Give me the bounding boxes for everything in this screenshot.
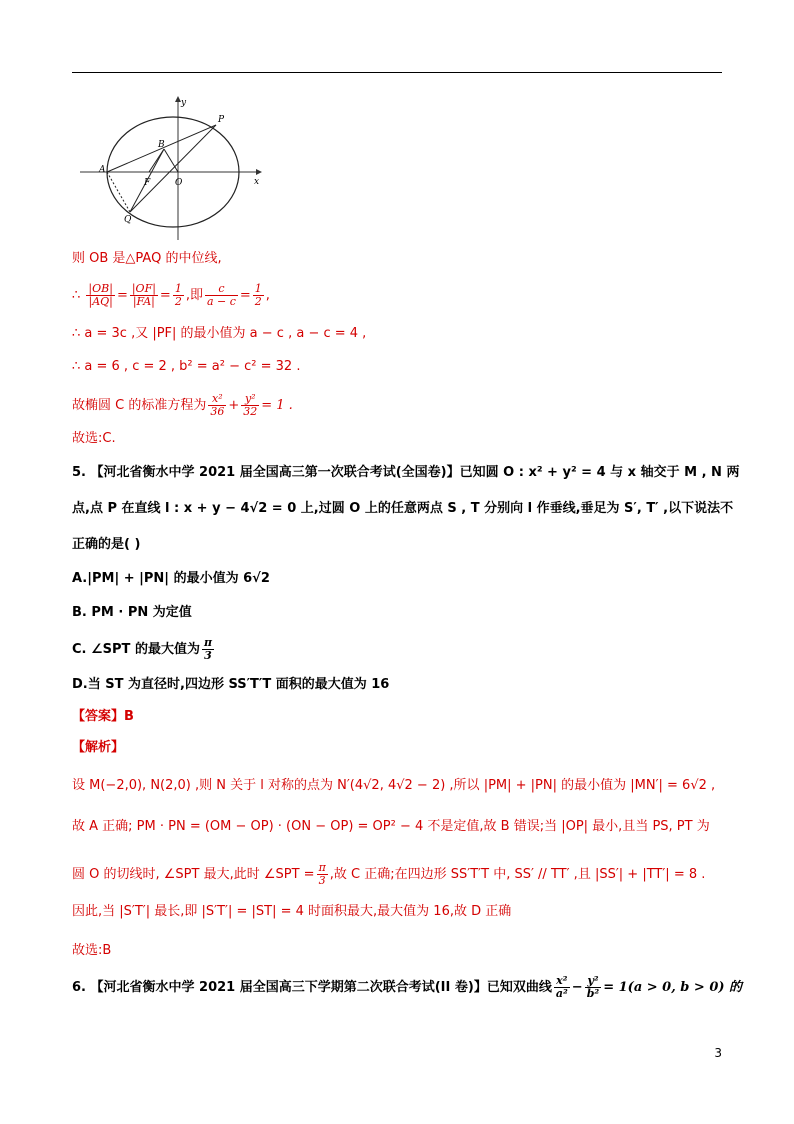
fraction-denominator: 3 xyxy=(204,649,212,662)
analysis-heading: 【解析】 xyxy=(72,740,125,755)
fraction-numerator: π xyxy=(318,861,326,874)
label-x: x xyxy=(254,177,260,187)
fraction-x2-a2 xyxy=(554,975,570,1000)
solution-line-3: ∴ a = 3c ,又 |PF| 的最小值为 a − c , a − c = 4 , xyxy=(72,326,367,341)
label-F: F xyxy=(144,178,151,188)
plus: + xyxy=(228,398,240,413)
ellipse-figure xyxy=(78,92,268,242)
minus: − xyxy=(571,980,583,995)
fraction-y2-b2 xyxy=(585,975,602,1000)
therefore-symbol: ∴ xyxy=(72,288,81,303)
fraction-denominator: 2 xyxy=(174,295,182,308)
equation-intro: 故椭圆 C 的标准方程为 xyxy=(72,398,207,413)
analysis-line-3-start: 圆 O 的切线时, ∠SPT 最大,此时 ∠SPT = xyxy=(72,867,315,882)
question-5-line-2: 点,点 P 在直线 l : x + y − 4√2 = 0 上,过圆 O 上的任意两点 S , T 分别向 l 作垂线,垂足为 S′, T′ ,以下说法不 xyxy=(72,501,734,516)
question-6-line-1 xyxy=(72,975,742,1000)
fraction-numerator: π xyxy=(203,636,213,649)
option-c xyxy=(72,637,216,662)
segment-AQ xyxy=(107,172,130,212)
fraction-denominator: b² xyxy=(586,987,600,1000)
fraction-c-over-a-minus-c xyxy=(205,283,238,308)
fraction-numerator: 1 xyxy=(174,282,182,295)
fraction-numerator: y² xyxy=(241,393,259,406)
label-O: O xyxy=(175,178,183,188)
comma: , xyxy=(265,288,270,303)
question-6-text: 6. 【河北省衡水中学 2021 届全国高三下学期第二次联合考试(II 卷)】已知双曲线 xyxy=(72,980,552,995)
analysis-line-3 xyxy=(72,862,705,887)
fraction-numerator: |OF| xyxy=(131,282,156,295)
fraction-denominator: 2 xyxy=(254,295,262,308)
fraction-denominator: |FA| xyxy=(132,295,155,308)
solution-line-4: ∴ a = 6 , c = 2 , b² = a² − c² = 32 . xyxy=(72,359,301,374)
fraction-denominator: a − c xyxy=(206,295,236,308)
fraction-numerator: |OB| xyxy=(88,282,113,295)
fraction-half xyxy=(173,283,184,308)
solution-choice: 故选:C. xyxy=(72,431,116,446)
connector-text: ,即 xyxy=(185,288,203,303)
x-axis-arrow xyxy=(256,169,262,175)
option-b: B. PM · PN 为定值 xyxy=(72,605,192,620)
equation-end: = 1 . xyxy=(261,398,293,413)
fraction-y2-32 xyxy=(241,393,259,418)
option-c-text: C. ∠SPT 的最大值为 xyxy=(72,642,200,657)
analysis-choice: 故选:B xyxy=(72,943,112,958)
analysis-line-3-end: ,故 C 正确;在四边形 SS′T′T 中, SS′ // TT′ ,且 |SS′| + |TT′| = 8 . xyxy=(329,867,706,882)
page-number: 3 xyxy=(714,1046,722,1060)
option-a: A.|PM| + |PN| 的最小值为 6√2 xyxy=(72,571,270,586)
hyperbola-condition: = 1(a > 0, b > 0) 的 xyxy=(603,980,743,995)
analysis-line-2: 故 A 正确; PM · PN = (OM − OP) · (ON − OP) = OP² − 4 不是定值,故 B 错误;当 |OP| 最小,且当 PS, PT 为 xyxy=(72,819,710,834)
label-B: B xyxy=(158,140,165,150)
fraction-half-2 xyxy=(253,283,264,308)
solution-line-2 xyxy=(72,283,270,308)
equals: = xyxy=(159,288,171,303)
analysis-line-4: 因此,当 |S′T′| 最长,即 |S′T′| = |ST| = 4 时面积最大,最大值为 16,故 D 正确 xyxy=(72,904,512,919)
fraction-x2-36 xyxy=(208,393,226,418)
equals: = xyxy=(239,288,251,303)
fraction-denominator: |AQ| xyxy=(88,295,113,308)
fraction-numerator: x² xyxy=(208,393,226,406)
label-A: A xyxy=(99,165,106,175)
fraction-pi-3-analysis xyxy=(317,862,328,887)
header-rule xyxy=(72,72,722,73)
fraction-denominator: 32 xyxy=(243,405,258,418)
fraction-denominator: 36 xyxy=(210,405,225,418)
solution-line-5 xyxy=(72,393,293,418)
solution-line-1: 则 OB 是△PAQ 的中位线, xyxy=(72,251,222,266)
fraction-denominator: a² xyxy=(555,987,568,1000)
label-Q: Q xyxy=(124,215,132,225)
fraction-numerator: y² xyxy=(585,975,602,988)
fraction-ob-aq xyxy=(86,283,115,308)
segment-BO xyxy=(164,149,178,172)
fraction-pi-3 xyxy=(202,637,214,662)
fraction-numerator: c xyxy=(205,283,238,296)
analysis-line-1: 设 M(−2,0), N(2,0) ,则 N 关于 l 对称的点为 N′(4√2, 4√2 − 2) ,所以 |PM| + |PN| 的最小值为 |MN′| = 6√2 , xyxy=(72,778,716,793)
answer-heading: 【答案】B xyxy=(72,709,134,724)
label-P: P xyxy=(218,115,225,125)
label-y: y xyxy=(181,98,187,108)
segment-PQ xyxy=(130,125,216,212)
option-d: D.当 ST 为直径时,四边形 SS′T′T 面积的最大值为 16 xyxy=(72,677,390,692)
fraction-of-fa xyxy=(130,283,158,308)
fraction-numerator: x² xyxy=(554,975,570,988)
question-5-line-1: 5. 【河北省衡水中学 2021 届全国高三第一次联合考试(全国卷)】已知圆 O : x² + y² = 4 与 x 轴交于 M , N 两 xyxy=(72,465,740,480)
equals: = xyxy=(116,288,128,303)
fraction-denominator: 3 xyxy=(318,874,326,887)
question-5-line-3: 正确的是( ) xyxy=(72,537,141,552)
fraction-numerator: 1 xyxy=(254,282,262,295)
